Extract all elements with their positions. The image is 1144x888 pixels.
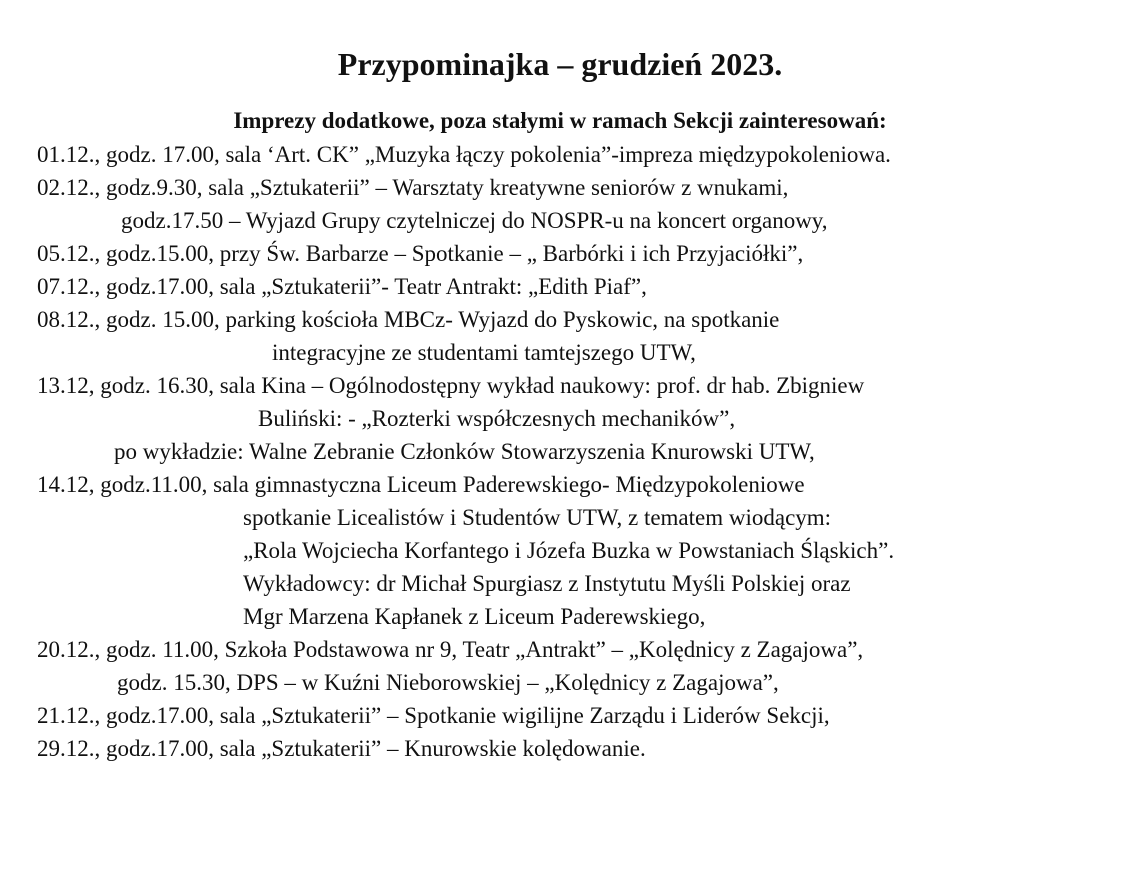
event-line-20-12: 20.12., godz. 11.00, Szkoła Podstawowa nr 9, Teatr „Antrakt” – „Kolędnicy z Zagajowa”, xyxy=(37,637,864,662)
event-line-14-12-cont-2: „Rola Wojciecha Korfantego i Józefa Buzka w Powstaniach Śląskich”. xyxy=(243,538,895,563)
event-line-02-12: 02.12., godz.9.30, sala „Sztukaterii” – Warsztaty kreatywne seniorów z wnukami, xyxy=(37,175,789,200)
event-line-02-12-cont: godz.17.50 – Wyjazd Grupy czytelniczej do NOSPR-u na koncert organowy, xyxy=(121,208,828,233)
event-line-14-12-cont-1: spotkanie Licealistów i Studentów UTW, z tematem wiodącym: xyxy=(243,505,832,530)
event-line-13-12: 13.12, godz. 16.30, sala Kina – Ogólnodostępny wykład naukowy: prof. dr hab. Zbigniew xyxy=(37,373,865,398)
document-title: Przypominajka – grudzień 2023. xyxy=(337,46,783,82)
event-line-29-12: 29.12., godz.17.00, sala „Sztukaterii” – Knurowskie kolędowanie. xyxy=(37,736,646,761)
document-subtitle: Imprezy dodatkowe, poza stałymi w ramach Sekcji zainteresowań: xyxy=(233,108,887,133)
event-line-01-12: 01.12., godz. 17.00, sala ‘Art. CK” „Muzyka łączy pokolenia”-impreza międzypokoleniowa. xyxy=(37,142,891,167)
event-line-20-12-cont: godz. 15.30, DPS – w Kuźni Nieborowskiej – „Kolędnicy z Zagajowa”, xyxy=(117,670,779,695)
event-line-14-12-cont-3: Wykładowcy: dr Michał Spurgiasz z Instytutu Myśli Polskiej oraz xyxy=(243,571,851,596)
event-line-14-12-cont-4: Mgr Marzena Kapłanek z Liceum Paderewskiego, xyxy=(243,604,706,629)
event-line-05-12: 05.12., godz.15.00, przy Św. Barbarze – Spotkanie – „ Barbórki i ich Przyjaciółki”, xyxy=(37,241,804,266)
event-line-13-12-after: po wykładzie: Walne Zebranie Członków Stowarzyszenia Knurowski UTW, xyxy=(114,439,815,464)
event-line-21-12: 21.12., godz.17.00, sala „Sztukaterii” – Spotkanie wigilijne Zarządu i Liderów Sekcji, xyxy=(37,703,830,728)
event-line-14-12: 14.12, godz.11.00, sala gimnastyczna Liceum Paderewskiego- Międzypokoleniowe xyxy=(37,472,805,497)
event-line-13-12-cont: Buliński: - „Rozterki współczesnych mechaników”, xyxy=(258,406,736,431)
event-line-08-12: 08.12., godz. 15.00, parking kościoła MBCz- Wyjazd do Pyskowic, na spotkanie xyxy=(37,307,780,332)
event-line-07-12: 07.12., godz.17.00, sala „Sztukaterii”- Teatr Antrakt: „Edith Piaf”, xyxy=(37,274,647,299)
event-line-08-12-cont: integracyjne ze studentami tamtejszego UTW, xyxy=(272,340,696,365)
